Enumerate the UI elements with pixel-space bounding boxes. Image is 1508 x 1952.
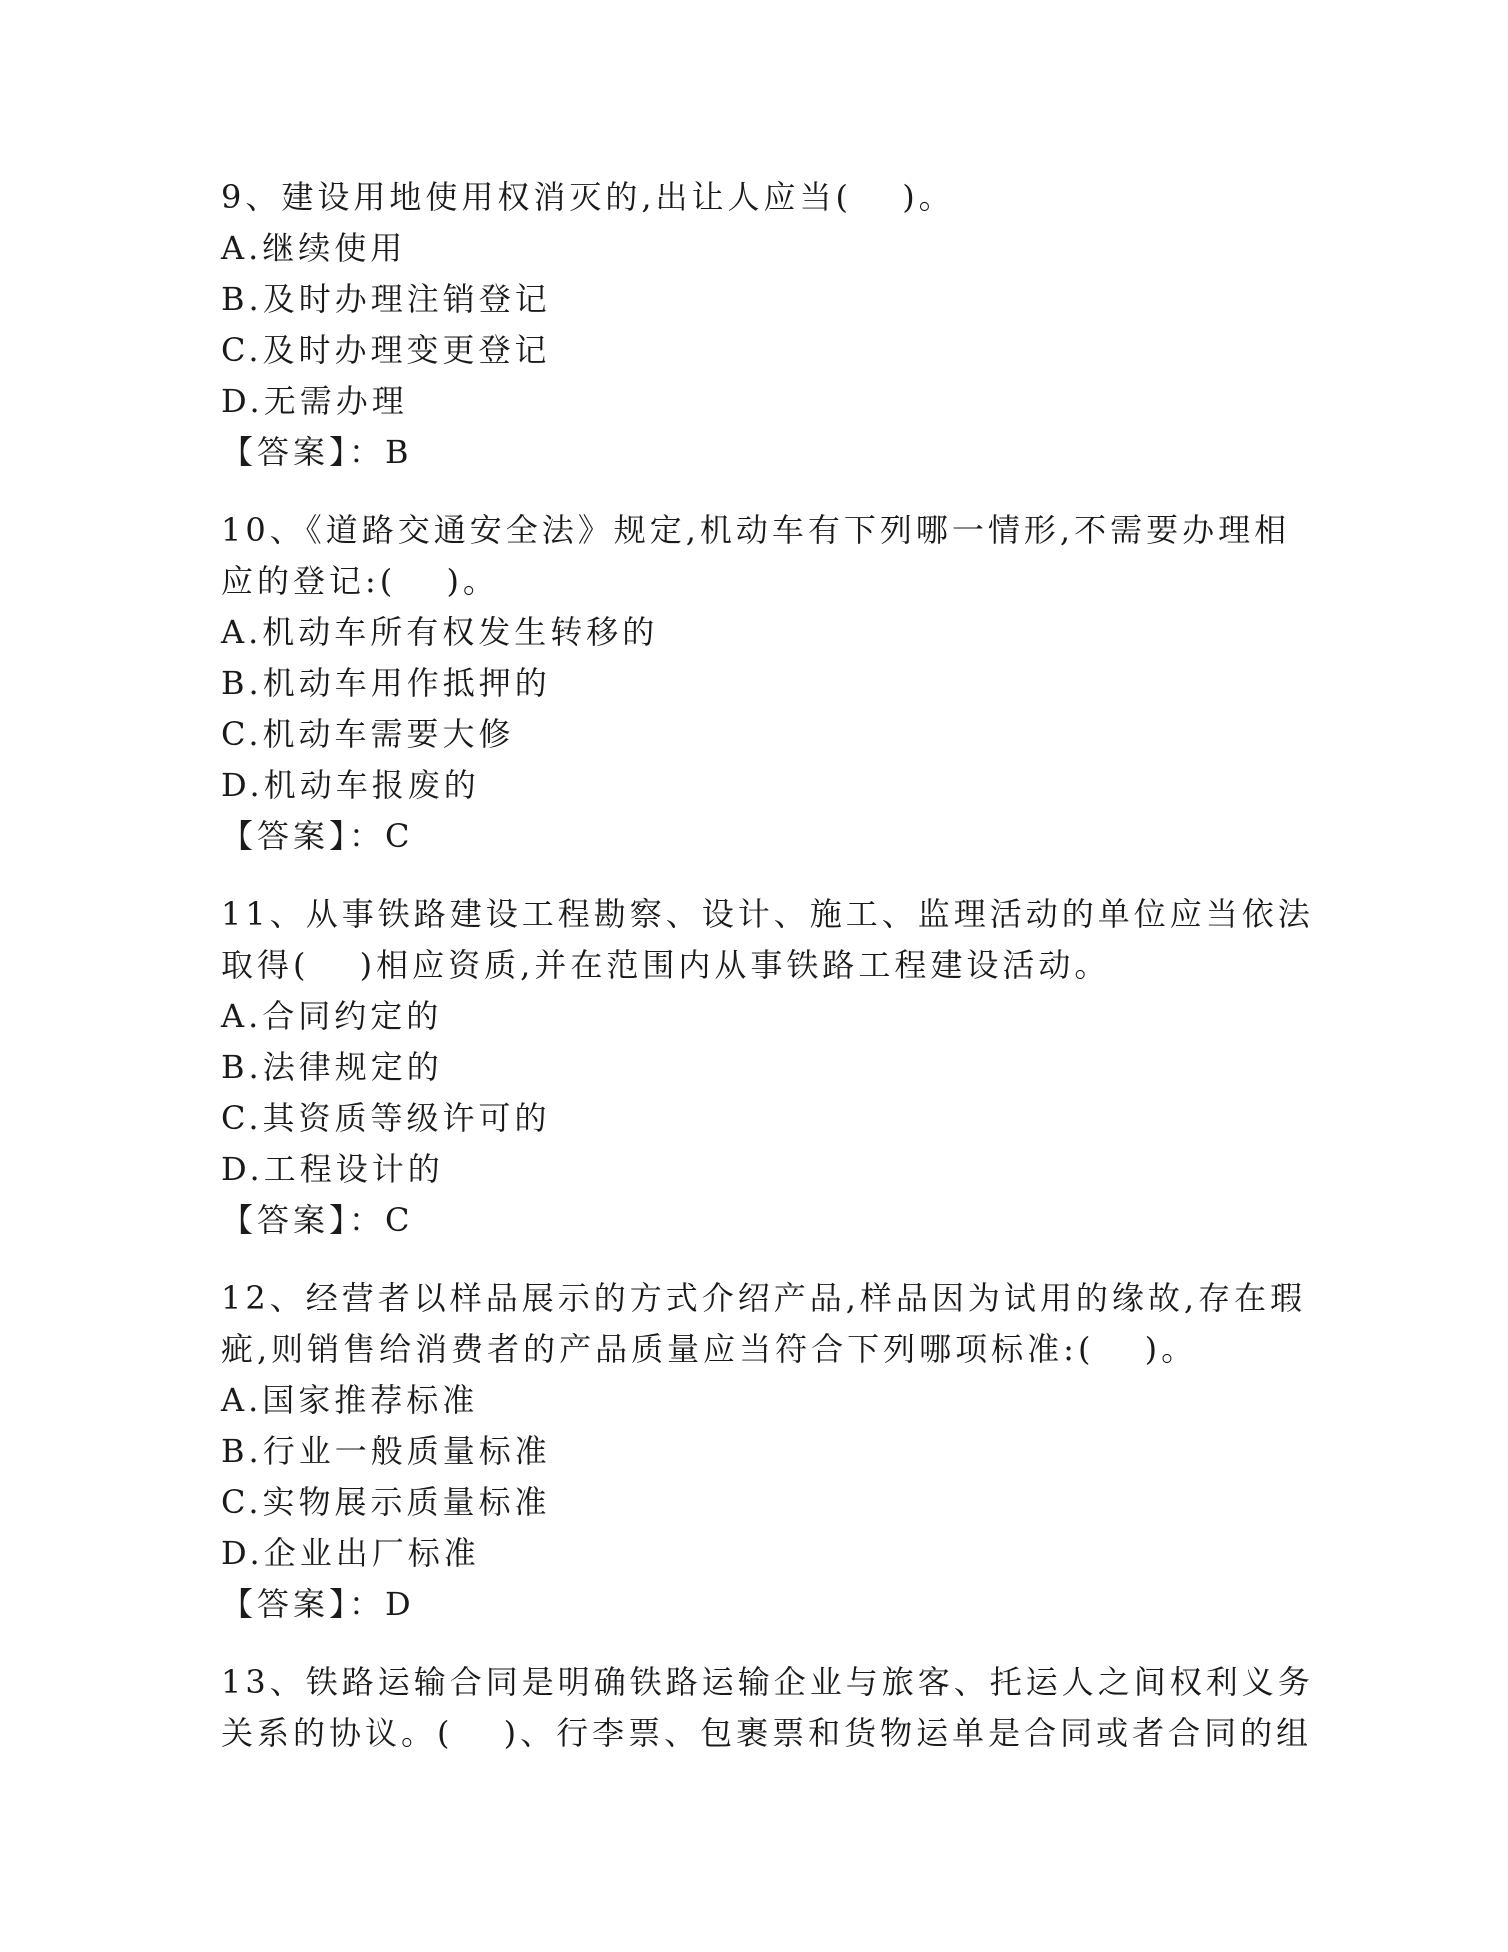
question-stem-line: 11、从事铁路建设工程勘察、设计、施工、监理活动的单位应当依法 [221, 895, 1314, 933]
question-stem-line: 10、《道路交通安全法》规定,机动车有下列哪一情形,不需要办理相 [221, 511, 1291, 549]
option-d: D.无需办理 [221, 382, 408, 420]
question-stem-line: 9、建设用地使用权消灭的,出让人应当( )。 [221, 178, 955, 216]
question-13 [221, 1657, 1314, 1759]
option-c: C.其资质等级许可的 [221, 1099, 551, 1137]
option-a: A.合同约定的 [221, 997, 443, 1035]
question-12 [221, 1273, 1307, 1630]
question-stem-line: 12、经营者以样品展示的方式介绍产品,样品因为试用的缘故,存在瑕 [221, 1279, 1307, 1317]
question-stem-line: 关系的协议。( )、行李票、包裹票和货物运单是合同或者合同的组 [221, 1714, 1313, 1752]
answer-line: 【答案】：C [221, 817, 414, 855]
answer-line: 【答案】：D [221, 1585, 415, 1623]
option-b: B.机动车用作抵押的 [221, 664, 551, 702]
option-d: D.工程设计的 [221, 1150, 444, 1188]
answer-line: 【答案】：B [221, 433, 413, 471]
option-c: C.及时办理变更登记 [221, 331, 551, 369]
question-stem-line: 疵,则销售给消费者的产品质量应当符合下列哪项标准:( )。 [221, 1330, 1198, 1368]
question-stem-line: 13、铁路运输合同是明确铁路运输企业与旅客、托运人之间权利义务 [221, 1663, 1314, 1701]
answer-line: 【答案】：C [221, 1201, 414, 1239]
option-d: D.企业出厂标准 [221, 1534, 480, 1572]
question-stem-line: 应的登记:( )。 [221, 562, 499, 600]
question-11 [221, 889, 1314, 1246]
question-9 [221, 172, 1281, 478]
question-stem-line: 取得( )相应资质,并在范围内从事铁路工程建设活动。 [221, 946, 1111, 984]
question-list [221, 172, 1314, 1786]
option-a: A.机动车所有权发生转移的 [221, 613, 659, 651]
option-c: C.实物展示质量标准 [221, 1483, 551, 1521]
option-c: C.机动车需要大修 [221, 715, 515, 753]
option-b: B.法律规定的 [221, 1048, 443, 1086]
option-a: A.国家推荐标准 [221, 1381, 479, 1419]
option-b: B.及时办理注销登记 [221, 280, 551, 318]
option-d: D.机动车报废的 [221, 766, 480, 804]
option-b: B.行业一般质量标准 [221, 1432, 551, 1470]
option-a: A.继续使用 [221, 229, 407, 267]
question-10 [221, 505, 1291, 862]
